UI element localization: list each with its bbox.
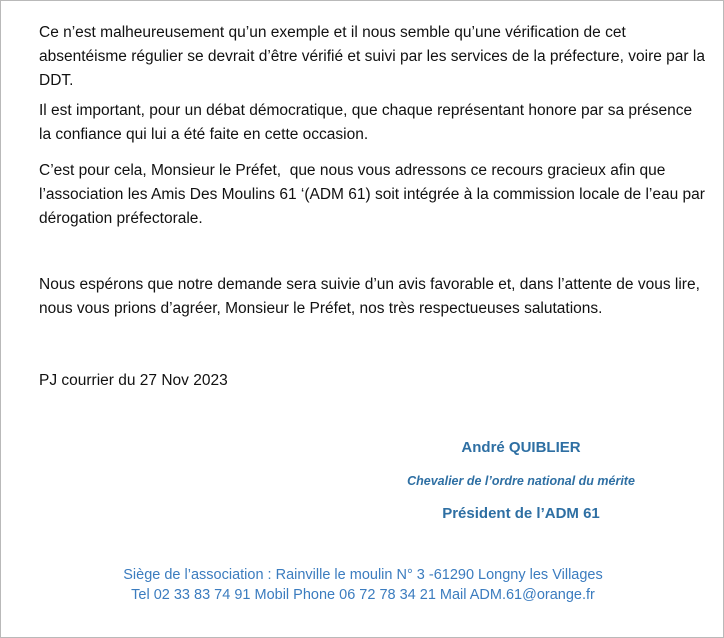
- signatory-role: Président de l’ADM 61: [442, 505, 600, 522]
- attachment-note: PJ courrier du 27 Nov 2023: [39, 372, 228, 389]
- paragraph-appeal: C’est pour cela, Monsieur le Préfet, que nous vous adressons ce recours gracieux afin que l’association les Amis Des Moulins 61 ‘(ADM 61) soit intégrée à la commission locale de l’eau par dérogation préfectorale.: [39, 162, 710, 227]
- paragraph-absenteeism: Ce n’est malheureusement qu’un exemple et il nous semble qu’une vérification de cet absentéisme régulier se devrait d’être vérifié et suivi par les services de la préfecture, voire par la DDT.: [39, 24, 710, 89]
- footer-address: Siège de l’association : Rainville le moulin N° 3 -61290 Longny les Villages: [123, 567, 603, 583]
- paragraph-democratic-debate: Il est important, pour un débat démocratique, que chaque représentant honore par sa présence la confiance qui lui a été faite en cette occasion.: [39, 102, 697, 143]
- signatory-name: André QUIBLIER: [461, 439, 581, 456]
- signatory-honor-title: Chevalier de l’ordre national du mérite: [407, 474, 635, 488]
- footer-contact: Tel 02 33 83 74 91 Mobil Phone 06 72 78 34 21 Mail ADM.61@orange.fr: [131, 587, 595, 603]
- paragraph-closing: Nous espérons que notre demande sera suivie d’un avis favorable et, dans l’attente de vous lire, nous vous prions d’agréer, Monsieur le Préfet, nos très respectueuses salutations.: [39, 276, 705, 317]
